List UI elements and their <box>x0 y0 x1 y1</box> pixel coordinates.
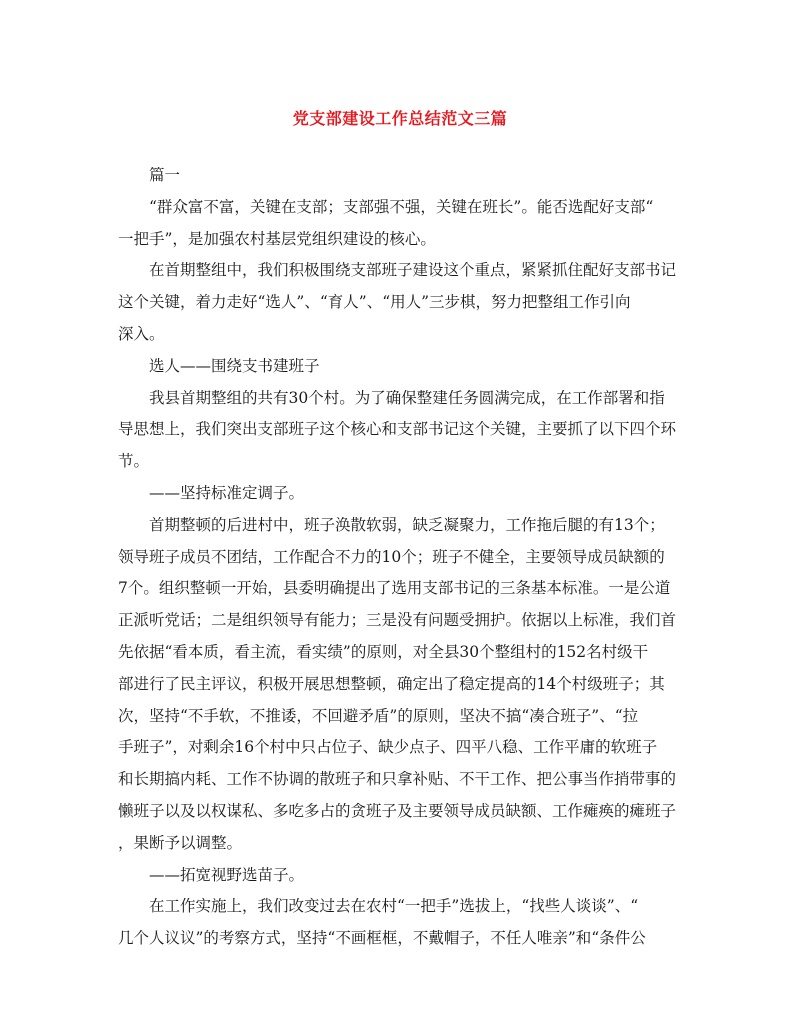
section-heading: 篇一 <box>149 166 181 184</box>
text-line: 几个人议议”的考察方式，坚持“不画框框，不戴帽子，不任人唯亲”和“条件公 <box>118 929 646 948</box>
text-line: 节。 <box>118 452 150 471</box>
text-line: ，果断予以调整。 <box>118 833 243 852</box>
text-line: 手班子”，对剩余16个村中只占位子、缺少点子、四平八稳、工作平庸的软班子 <box>118 738 658 757</box>
text-line: 和长期搞内耗、工作不协调的散班子和只拿补贴、不干工作、把公事当作捎带事的 <box>118 770 677 789</box>
document-title: 党支部建设工作总结范文三篇 <box>292 109 508 128</box>
text-line: 我县首期整组的共有30个村。为了确保整建任务圆满完成，在工作部署和指 <box>149 388 665 407</box>
text-line: 正派听党话；二是组织领导有能力；三是没有问题受拥护。依据以上标准，我们首 <box>118 611 677 630</box>
text-line: 先依据“看本质，看主流，看实绩”的原则，对全县30个整组村的152名村级干 <box>118 642 649 661</box>
text-line: 在工作实施上，我们改变过去在农村“一把手”选拔上，“找些人谈谈”、“ <box>149 897 639 916</box>
text-line: 7个。组织整顿一开始，县委明确提出了选用支部书记的三条基本标准。一是公道 <box>118 579 671 598</box>
subsection-heading: 选人——围绕支书建班子 <box>149 356 320 375</box>
text-line: “群众富不富，关键在支部；支部强不强，关键在班长”。能否选配好支部“ <box>149 197 654 216</box>
text-line: 在首期整组中，我们积极围绕支部班子建设这个重点，紧紧抓住配好支部书记 <box>149 261 677 280</box>
text-line: 首期整顿的后进村中，班子涣散软弱，缺乏凝聚力，工作拖后腿的有13个； <box>149 515 665 534</box>
document-body <box>118 160 688 955</box>
subsection-heading: ——坚持标准定调子。 <box>149 483 305 502</box>
text-line: 次，坚持“不手软，不推诿，不回避矛盾”的原则，坚决不搞“凑合班子”、“拉 <box>118 706 639 725</box>
text-line: 一把手”，是加强农村基层党组织建设的核心。 <box>118 229 436 248</box>
subsection-heading: ——拓宽视野选苗子。 <box>149 865 305 884</box>
text-line: 这个关键，着力走好“选人”、“育人”、“用人”三步棋，努力把整组工作引向 <box>118 293 631 312</box>
text-line: 懒班子以及以权谋私、多吃多占的贪班子及主要领导成员缺额、工作瘫痪的瘫班子 <box>118 801 677 820</box>
text-line: 领导班子成员不团结，工作配合不力的10个；班子不健全，主要领导成员缺额的 <box>118 547 665 566</box>
text-line: 深入。 <box>118 324 165 343</box>
text-line: 部进行了民主评议，积极开展思想整顿，确定出了稳定提高的14个村级班子；其 <box>118 674 665 693</box>
text-line: 导思想上，我们突出支部班子这个核心和支部书记这个关键，主要抓了以下四个环 <box>118 420 677 439</box>
